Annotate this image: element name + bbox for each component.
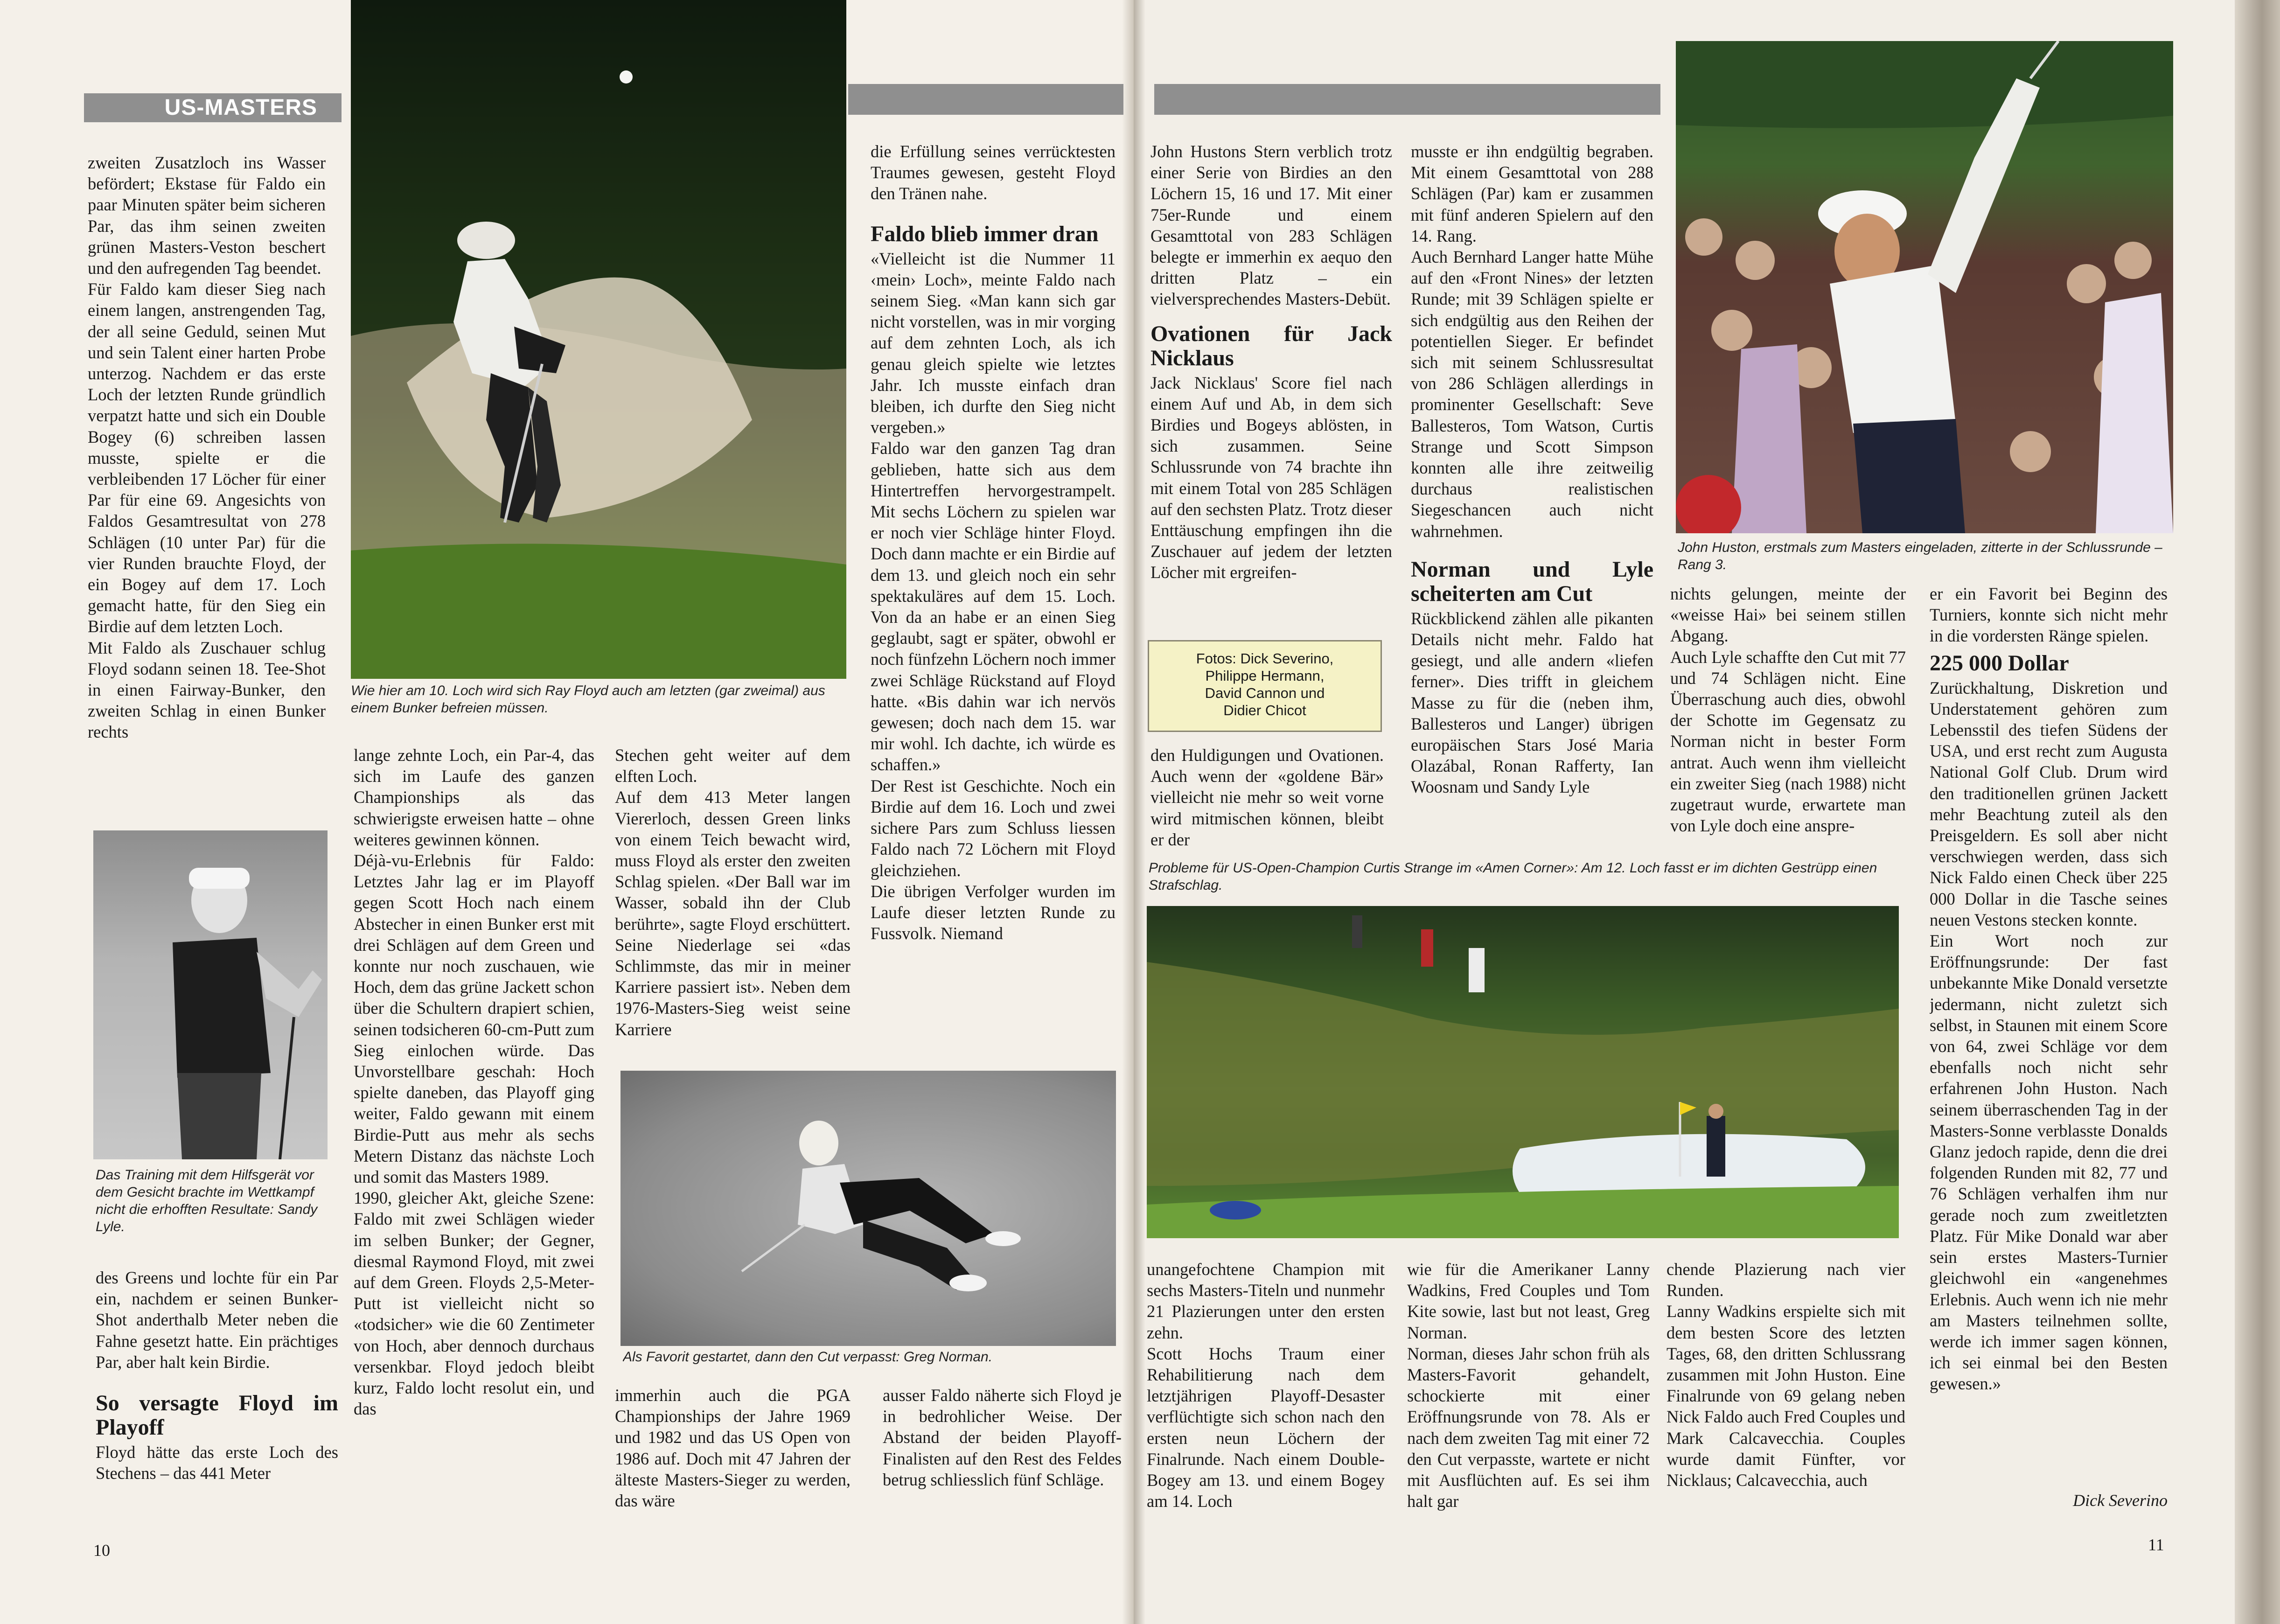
paragraph: Scott Hochs Traum einer Rehabilitierung nach dem letztjährigen Playoff-Desaster verflüchtigte sich schon nach den ersten neun Löchern der Finalrunde. Nach einem Double-Bogey am 13. und einem Bogey am 14. Loch [1147,1344,1385,1511]
photo-strange [1147,906,1899,1238]
paragraph: Für Faldo kam dieser Sieg nach einem langen, anstrengenden Tag, der all seine Geduld, seinen Mut und sein Talent einer harten Probe unterzog. Nachdem er das erste Loch der letzten Runde gründlich verpatzt hatte und sich ein Double Bogey (6) schreiben lassen musste, spielte er die verbleibenden 17 Löcher für einer Par für eine 69. Angesichts von Faldos Gesamtresultat von 278 Schlägen (10 unter Par) für die vier Runden brauchte Floyd, der ein Bogey auf dem 17. Loch gemacht hatte, für den Sieg ein Birdie auf dem letzten Loch. [88,279,326,636]
floyd-bunker-illustration [351,0,846,679]
huston-illustration [1676,41,2173,533]
subheading: 225 000 Dollar [1930,650,2069,676]
paragraph: Auch Bernhard Langer hatte Mühe auf den «Front Nines» der letzten Runde; mit 39 Schlägen spielte er sich endgültig aus den Reihen der potentiellen Sieger. Er befindet sich mit seinem Schlussresultat von 286 Schlägen allerdings in prominenter Gesellschaft: Seve Ballesteros, Tom Watson, Curtis Strange und Scott Simpson konnten alle ihre zeitweilig durchaus realistischen Siegeschancen auch nicht wahrnehmen. [1411,247,1653,541]
paragraph: lange zehnte Loch, ein Par-4, das sich im Laufe des ganzen Championships als das schwierigste erweisen hatte – ohne weiteres gewinnen können. [354,746,594,849]
text-column-1a [88,152,326,815]
paragraph: Die übrigen Verfolger wurden im Laufe dieser letzten Runde zu Fussvolk. Niemand [871,881,1116,943]
text-column-8 [1930,583,2168,1512]
photo-credit-line: Fotos: Dick Severino, [1196,650,1334,667]
photo-credit-box [1148,640,1382,732]
page-number-right: 11 [2148,1535,2164,1554]
author-byline: Dick Severino [2073,1491,2168,1510]
section-header [84,93,342,122]
strange-illustration [1147,906,1899,1238]
photo-credit-line: Philippe Hermann, [1205,668,1325,684]
photo-credit-line: Didier Chicot [1223,702,1306,718]
photo-lyle [93,830,328,1159]
paragraph: 1990, gleicher Akt, gleiche Szene: Faldo mit zwei Schlägen wieder im selben Bunker; der Gegner, diesmal Raymond Floyd, mit zwei auf dem Green. Floyds 2,5-Meter-Putt ist vielleicht nicht so «todsicher» wie die 60 Zentimeter von Hoch, aber dennoch durchaus versenkbar. Floyd jedoch bleibt kurz, Faldo locht resolut ein, und das [354,1188,594,1419]
text-column-4a [871,141,1116,1067]
text-column-3b [615,1385,851,1520]
text-column-5b [1150,745,1384,857]
text-column-6a [1411,141,1653,859]
paragraph: Rückblickend zählen alle pikanten Details nicht mehr. Faldo hat gesiegt, und alle andern «liefen ferner». Dies trifft in gleichem Masse zu für die (neben ihm, Ballesteros und Langer) übrigen europäischen Stars José Maria Olazábal, Ronan Rafferty, Ian Woosnam und Sandy Lyle [1411,608,1653,797]
paragraph: ausser Faldo näherte sich Floyd je in bedrohlicher Weise. Der Abstand der beiden Playoff-Finalisten auf den Rest des Feldes betrug schliesslich fünf Schläge. [883,1386,1122,1489]
paragraph: Lanny Wadkins erspielte sich mit dem besten Score des letzten Tages, 68, den dritten Schlussrang zusammen mit John Huston. Eine Finalrunde von 69 gelang neben Nick Faldo auch Fred Couples und Mark Calcavecchia. Couples wurde damit Fünfter, vor Nicklaus; Calcavecchia, auch [1666,1302,1905,1490]
paragraph: Norman, dieses Jahr schon früh als Masters-Favorit gehandelt, schockierte mit einer Eröffnungsrunde von 78. Als er nach dem zweiten Tag mit einer 72 den Cut verpasste, wartete er nicht mit Ausflüchten auf. Es sei ihm halt gar [1407,1344,1650,1511]
text-column-1b [96,1267,338,1519]
paragraph: Stechen geht weiter auf dem elften Loch. [615,746,851,786]
text-column-7a [1670,583,1906,858]
paragraph: Der Rest ist Geschichte. Noch ein Birdie auf dem 16. Loch und zwei sichere Pars zum Schluss liessen Faldo nach 72 Löchern mit Floyd gleichziehen. [871,776,1116,880]
paragraph: Faldo war den ganzen Tag dran geblieben, hatte sich aus dem Hintertreffen hervorgestrampelt. Mit sechs Löchern zu spielen war er noch vier Schläge hinter Floyd. Doch dann machte er ein Birdie auf dem 13. und gleich noch ein sehr spektakuläres auf dem 15. Loch. Von da an habe er an einen Sieg geglaubt, sagt er später, obwohl er noch fünfzehn Löchern noch immer zwei Schläge Rückstand auf Floyd hatte. «Bis dahin war ich nervös gewesen; doch nach dem 15. war mir wohl. Ich dachte, ich würde es schaffen.» [871,439,1116,774]
photo-huston [1676,41,2173,533]
text-column-5a [1150,141,1392,631]
lyle-illustration [93,830,328,1159]
subheading: So versagte Floyd im Playoff [96,1391,338,1440]
page-number-left: 10 [93,1541,110,1560]
text-column-7b [1666,1259,1905,1511]
text-column-3a [615,745,851,1066]
text-column-4b [883,1385,1122,1520]
paragraph: wie für die Amerikaner Lanny Wadkins, Fred Couples und Tom Kite sowie, last but not least, Greg Norman. [1407,1260,1650,1342]
section-label: US-MASTERS [164,95,317,120]
paragraph: die Erfüllung seines verrücktesten Traumes gewesen, gesteht Floyd den Tränen nahe. [871,142,1116,203]
caption-floyd-bunker: Wie hier am 10. Loch wird sich Ray Floyd auch am letzten (gar zweimal) aus einem Bunker befreien müssen. [351,683,825,716]
norman-illustration [621,1071,1116,1346]
paragraph: Ein Wort noch zur Eröffnungsrunde: Der fast unbekannte Mike Donald versetzte jedermann, nicht zuletzt sich selbst, in Staunen mit einem Score von 64, zwei Schläge vor dem ebenfalls noch nicht sehr erfahrenen John Huston. Nach seinem überraschenden Tag in der Masters-Sonne verblasste Donalds Glanz jedoch rapide, denn die drei folgenden Runden mit 82, 77 und 76 Schlägen verhalfen ihm nur gerade noch zum zweitletzten Platz. Für Mike Donald war aber sein erstes Masters-Turnier gleichwohl ein «angenehmes Erlebnis. Auch wenn ich nie mehr am Masters teilnehmen sollte, werde ich immer sagen können, ich sei einmal bei den Besten gewesen.» [1930,931,2168,1394]
caption-huston: John Huston, erstmals zum Masters eingeladen, zitterte in der Schlussrunde – Rang 3. [1678,540,2162,572]
paragraph: des Greens und lochte für ein Par ein, nachdem er seinen Bunker-Shot anderthalb Meter neben die Fahne gesetzt hatte. Ein prächtiges Par, aber halt kein Birdie. [96,1268,338,1372]
caption-lyle: Das Training mit dem Hilfsgerät vor dem Gesicht brachte im Wettkampf nicht die erhofften Resultate: Sandy Lyle. [96,1167,318,1234]
paragraph: Mit Faldo als Zuschauer schlug Floyd sodann seinen 18. Tee-Shot in einen Fairway-Bunker, den zweiten Schlag in einen Bunker rechts [88,638,326,742]
subheading: Ovationen für Jack Nicklaus [1150,321,1392,370]
paragraph: den Huldigungen und Ovationen. Auch wenn der «goldene Bär» vielleicht nie mehr so weit vorne wird mitmischen können, bleibt er der [1150,746,1384,849]
paragraph: musste er ihn endgültig begraben. Mit einem Gesamttotal von 288 Schlägen (Par) kam er zusammen mit fünf anderen Spielern auf den 14. Rang. [1411,142,1653,245]
right-page-edge [2235,0,2280,1624]
paragraph: zweiten Zusatzloch ins Wasser befördert; Ekstase für Faldo ein paar Minuten später beim sicheren Par, das ihm seinen zweiten grünen Masters-Veston beschert und den aufregenden Tag beendet. [88,153,326,278]
subheading: Norman und Lyle scheiterten am Cut [1411,557,1653,606]
subheading: Faldo blieb immer dran [871,221,1099,246]
photo-credit-line: David Cannon und [1205,685,1325,701]
text-column-5c [1147,1259,1385,1511]
paragraph: Auf dem 413 Meter langen Viererloch, dessen Green links von einem Teich bewacht wird, muss Floyd als erster den zweiten Schlag spielen. «Der Ball war im Wasser, sobald ihn der Club berührte», sagte Floyd erschüttert. Seine Niederlage sei «das Schlimmste, das mir in meiner Karriere passiert ist». Neben dem 1976-Masters-Sieg weist seine Karriere [615,788,851,1039]
page-gutter [1122,0,1145,1624]
paragraph: Floyd hätte das erste Loch des Stechens – das 441 Meter [96,1443,338,1483]
paragraph: immerhin auch die PGA Championships der Jahre 1969 und 1982 und das US Open von 1986 auf. Doch mit 47 Jahren der älteste Masters-Sieger zu werden, das wäre [615,1386,851,1511]
photo-norman [621,1071,1116,1346]
paragraph: John Hustons Stern verblich trotz einer Serie von Birdies an den Löchern 15, 16 und 17. Mit einer 75er-Runde und einem Gesamttotal von 283 Schlägen belegte er immerhin ex aequo den dritten Platz – ein vielversprechendes Masters-Debüt. [1150,142,1392,309]
paragraph: Déjà-vu-Erlebnis für Faldo: Letztes Jahr lag er im Playoff gegen Scott Hoch nach einem Abstecher in einen Bunker erst mit drei Schlägen auf dem Green und konnte nur noch zuschauen, wie Hoch, dem das grüne Jackett schon über die Schultern drapiert schien, seinen todsicheren 60-cm-Putt zum Sieg einlochen würde. Das Unvorstellbare geschah: Hoch spielte daneben, das Playoff ging weiter, Faldo gewann mit einem Birdie-Putt aus mehr als sechs Metern Distanz das nächste Loch und somit das Masters 1989. [354,851,594,1187]
paragraph: Zurückhaltung, Diskretion und Understatement gehören zum Lebensstil des tiefen Südens der USA, und erst recht zum Augusta National Golf Club. Drum wird den traditionellen grünen Jackett mehr Beachtung zuteil als den Preisgeldern. Es soll aber nicht verschwiegen werden, dass sich Nick Faldo einen Check über 225 000 Dollar in die Tasche seines neuen Vestons stecken konnte. [1930,678,2168,929]
paragraph: nichts gelungen, meinte der «weisse Hai» bei seinem stillen Abgang. [1670,584,1906,646]
header-bar-right [1154,84,1660,115]
paragraph: unangefochtene Champion mit sechs Masters-Titeln und nunmehr 21 Plazierungen unter den ersten zehn. [1147,1260,1385,1342]
photo-floyd-bunker [351,0,846,679]
text-column-6b [1407,1259,1650,1511]
caption-strange: Probleme für US-Open-Champion Curtis Strange im «Amen Corner»: Am 12. Loch fasst er im dichten Gestrüpp einen Strafschlag. [1149,860,1877,893]
header-bar-left [848,84,1123,115]
paragraph: er ein Favorit bei Beginn des Turniers, konnte sich nicht mehr in die vordersten Ränge spielen. [1930,584,2168,646]
paragraph: Jack Nicklaus' Score fiel nach einem Auf und Ab, in dem sich Birdies und Bogeys ablösten, in sich zusammen. Seine Schlussrunde von 74 brachte ihn mit einem Total von 285 Schlägen auf den sechsten Platz. Trotz dieser Enttäuschung empfingen ihn die Zuschauer auf jedem der letzten Löcher mit ergreifen- [1150,373,1392,582]
paragraph: Auch Lyle schaffte den Cut mit 77 und 74 Schlägen nicht. Eine Überraschung auch dies, obwohl der Schotte im Gegensatz zu Norman nicht in bester Form antrat. Auch wenn ihm vielleicht ein zweiter Sieg (nach 1988) nicht zugetraut wurde, erwartete man von Lyle doch eine anspre- [1670,647,1906,836]
caption-norman: Als Favorit gestartet, dann den Cut verpasst: Greg Norman. [623,1349,993,1365]
paragraph: chende Plazierung nach vier Runden. [1666,1260,1905,1300]
text-column-2 [354,745,594,1519]
paragraph: «Vielleicht ist die Nummer 11 ‹mein› Loch», meinte Faldo nach seinem Sieg. «Man kann sich gar nicht vorstellen, was in mir vorging auf dem zehnten Loch, als ich genau gleich spielte wie letztes Jahr. Ich musste einfach dran bleiben, ich durfte den Sieg nicht vergeben.» [871,249,1116,437]
